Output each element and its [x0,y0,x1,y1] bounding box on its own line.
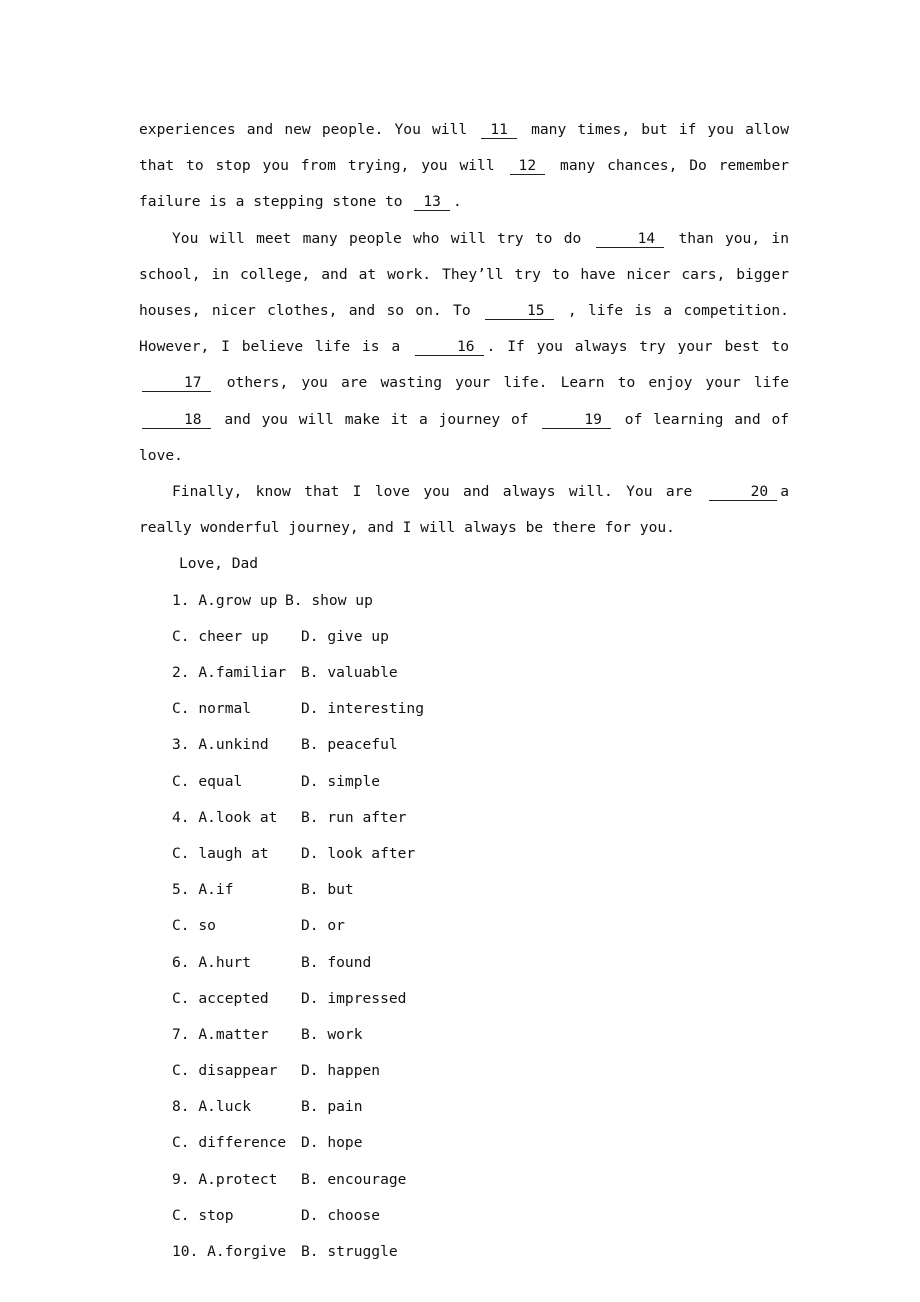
passage-paragraph-2 [139,221,789,474]
option-row [139,583,789,619]
option-row [139,981,789,1017]
option-a: 7. A.matter [172,1025,269,1043]
option-c: C. normal [172,700,252,718]
option-row [139,1198,789,1234]
option-c: C. laugh at [172,844,269,862]
passage-paragraph-3 [139,474,789,546]
option-b: B. work [301,1025,363,1043]
passage-text: You will meet many people who will try to do [172,229,582,247]
option-c: C. so [172,917,216,935]
blank-17: 17 [142,375,211,392]
passage-text: many chances, Do remember failure is a stepping stone to [139,157,790,211]
option-row [139,1053,789,1089]
option-b: B. found [301,953,372,971]
option-b: B. but [301,881,354,899]
option-c: C. equal [172,772,243,790]
passage-text: others, you are wasting your life. Learn to enjoy your life [226,374,789,392]
option-c: C. disappear [172,1062,278,1080]
signature: Love, Dad [179,555,259,573]
option-a: 1. A.grow up [172,591,278,609]
option-d: D. or [301,917,345,935]
option-row [139,908,789,944]
blank-20: 20 [709,484,778,501]
option-a: 9. A.protect [172,1170,278,1188]
blank-15: 15 [485,303,554,320]
option-d: D. happen [301,1062,381,1080]
option-b: B. encourage [301,1170,407,1188]
option-row [139,619,789,655]
option-c: C. accepted [172,989,269,1007]
passage-text: experiences and new people. You will [139,121,468,138]
option-d: D. choose [301,1206,381,1224]
passage-text: of learning and of love. [139,410,790,464]
option-d: D. look after [301,844,416,862]
option-row [139,727,789,763]
blank-13: 13 [414,194,450,211]
option-row [139,872,789,908]
blank-12: 12 [510,158,546,175]
option-c: C. difference [172,1134,287,1152]
option-d: D. impressed [301,989,407,1007]
passage-text: , life is a competition. However, I believe life is a [139,302,789,356]
option-b: B. struggle [301,1243,398,1261]
passage-text: Finally, know that I love you and always will. You are [172,483,693,501]
option-a: 4. A.look at [172,808,278,826]
blank-14: 14 [596,231,665,248]
option-row [139,1162,789,1198]
option-d: D. give up [301,627,389,645]
option-a: 3. A.unkind [172,736,269,754]
option-a: 2. A.familiar [172,664,287,682]
option-b: B. run after [301,808,407,826]
option-row [139,1125,789,1161]
passage-text: many times, but if you allow that to stop you from trying, you will [139,121,789,175]
option-d: D. interesting [301,700,425,718]
passage-text: a really wonderful journey, and I will always be there for you. [139,483,789,537]
option-row [139,691,789,727]
option-b: B. peaceful [301,736,398,754]
passage-text: . [452,193,462,211]
option-a: 5. A.if [172,881,234,899]
option-row [139,945,789,981]
blank-16: 16 [415,339,484,356]
option-d: D. simple [301,772,381,790]
option-row [139,764,789,800]
option-a: 8. A.luck [172,1098,252,1116]
option-b: B. pain [301,1098,363,1116]
document-page [139,112,789,1270]
blank-18: 18 [142,412,211,429]
passage-paragraph-1 [139,112,789,221]
passage-text: than you, in school, in college, and at work. They’ll try to have nicer cars, bigger houses, nicer clothes, and so on. To [139,229,789,320]
passage-text: . If you always try your best to [486,338,789,356]
option-a: 10. A.forgive [172,1243,287,1261]
option-row [139,800,789,836]
option-row [139,1089,789,1125]
question-options [139,583,789,1271]
option-row [139,1017,789,1053]
option-row [139,836,789,872]
blank-11: 11 [481,122,517,139]
option-row [139,1234,789,1270]
option-c: C. cheer up [172,627,269,645]
option-c: C. stop [172,1206,234,1224]
option-d: D. hope [301,1134,363,1152]
blank-19: 19 [542,412,611,429]
option-b: B. show up [285,591,373,609]
option-b: B. valuable [301,664,398,682]
option-row [139,655,789,691]
passage-text: and you will make it a journey of [224,410,529,428]
option-a: 6. A.hurt [172,953,252,971]
